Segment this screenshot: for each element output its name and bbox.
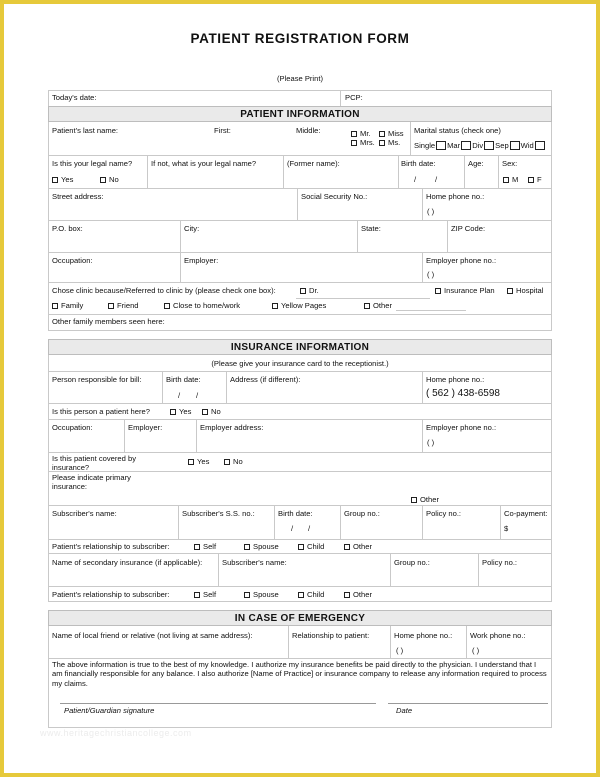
clinic-dr[interactable]: Dr. xyxy=(300,286,319,295)
first-name-field[interactable]: First: xyxy=(214,126,231,135)
emergency-work-phone-field[interactable]: Work phone no.: xyxy=(470,631,526,640)
emergency-work-phone-area: ( ) xyxy=(472,646,480,655)
checkbox-icon xyxy=(52,177,58,183)
checkbox-icon xyxy=(298,592,304,598)
rel-child[interactable]: Child xyxy=(298,542,324,551)
other-family-field[interactable]: Other family members seen here: xyxy=(52,317,165,326)
clinic-friend[interactable]: Friend xyxy=(108,301,139,310)
rel-other[interactable]: Other xyxy=(344,542,372,551)
title-mr[interactable]: Mr. xyxy=(351,129,371,138)
primary-insurance-field[interactable]: Please indicate primary insurance: xyxy=(52,473,131,491)
patient-here-question: Is this person a patient here? xyxy=(52,407,150,416)
marital-options[interactable]: Single Mar Div Sep Wid xyxy=(414,141,546,150)
copayment-field[interactable]: Co-payment: xyxy=(504,509,548,518)
checkbox-icon xyxy=(528,177,534,183)
former-name-field[interactable]: (Former name): xyxy=(287,159,340,168)
po-box-field[interactable]: P.O. box: xyxy=(52,224,83,233)
home-phone-area: ( ) xyxy=(427,207,435,216)
ssn-field[interactable]: Social Security No.: xyxy=(301,192,368,201)
covered-yes[interactable]: Yes xyxy=(188,457,209,466)
checkbox-icon xyxy=(244,592,250,598)
watermark: www.heritagechristiancollege.com xyxy=(40,728,192,738)
group-number-field[interactable]: Group no.: xyxy=(344,509,380,518)
last-name-field[interactable]: Patient's last name: xyxy=(52,126,119,135)
patient-here-yes[interactable]: Yes xyxy=(170,407,191,416)
checkbox-icon xyxy=(535,141,545,150)
patient-here-no[interactable]: No xyxy=(202,407,221,416)
date-label: Date xyxy=(396,706,413,715)
ins-employer-phone-field[interactable]: Employer phone no.: xyxy=(426,423,497,432)
covered-no[interactable]: No xyxy=(224,457,243,466)
state-field[interactable]: State: xyxy=(361,224,381,233)
pcp-field[interactable]: PCP: xyxy=(345,93,363,102)
checkbox-icon xyxy=(188,459,194,465)
subscriber-name-field[interactable]: Subscriber's name: xyxy=(52,509,117,518)
checkbox-icon xyxy=(344,544,350,550)
policy-number-field[interactable]: Policy no.: xyxy=(426,509,462,518)
checkbox-icon xyxy=(379,140,385,146)
employer-field[interactable]: Employer: xyxy=(184,256,219,265)
checkbox-icon xyxy=(100,177,106,183)
street-address-field[interactable]: Street address: xyxy=(52,192,104,201)
title-mrs[interactable]: Mrs. xyxy=(351,138,375,147)
legal-name-field[interactable]: If not, what is your legal name? xyxy=(151,159,257,168)
checkbox-icon xyxy=(484,141,494,150)
clinic-question: Chose clinic because/Referred to clinic by (please check one box): xyxy=(52,286,276,295)
employer-phone-field[interactable]: Employer phone no.: xyxy=(426,256,497,265)
copayment-dollar: $ xyxy=(504,524,509,533)
checkbox-icon xyxy=(108,303,114,309)
checkbox-icon xyxy=(351,140,357,146)
ins-home-phone-field[interactable]: Home phone no.: xyxy=(426,375,485,384)
checkbox-icon xyxy=(510,141,520,150)
ins-address-field[interactable]: Address (if different): xyxy=(230,375,301,384)
secondary-insurance-field[interactable]: Name of secondary insurance (if applicable): xyxy=(52,558,203,567)
rel-spouse[interactable]: Spouse xyxy=(244,542,279,551)
checkbox-icon xyxy=(170,409,176,415)
checkbox-icon xyxy=(436,141,446,150)
checkbox-icon xyxy=(351,131,357,137)
checkbox-icon xyxy=(435,288,441,294)
ins-birth-slash: / xyxy=(196,391,199,400)
checkbox-icon xyxy=(507,288,513,294)
secondary-group-field[interactable]: Group no.: xyxy=(394,558,430,567)
clinic-family[interactable]: Family xyxy=(52,301,83,310)
primary-insurance-other[interactable]: Other xyxy=(411,495,439,504)
occupation-field[interactable]: Occupation: xyxy=(52,256,93,265)
relationship-label-2: Patient's relationship to subscriber: xyxy=(52,590,170,599)
subscriber-ssn-field[interactable]: Subscriber's S.S. no.: xyxy=(182,509,255,518)
rel2-other[interactable]: Other xyxy=(344,590,372,599)
todays-date-field[interactable]: Today's date: xyxy=(52,93,97,102)
marital-status-label: Marital status (check one) xyxy=(414,126,501,135)
ins-home-phone-value[interactable]: ( 562 ) 438-6598 xyxy=(426,388,500,399)
checkbox-icon xyxy=(202,409,208,415)
checkbox-icon xyxy=(194,544,200,550)
signature-label: Patient/Guardian signature xyxy=(64,706,155,715)
title-miss[interactable]: Miss xyxy=(379,129,404,138)
covered-question: Is this patient covered by insurance? xyxy=(52,454,136,472)
patient-info-heading: PATIENT INFORMATION xyxy=(48,106,552,122)
legal-no[interactable]: No xyxy=(100,175,119,184)
clinic-hospital[interactable]: Hospital xyxy=(507,286,543,295)
checkbox-icon xyxy=(272,303,278,309)
clinic-yellow-pages[interactable]: Yellow Pages xyxy=(272,301,326,310)
legal-name-question: Is this your legal name? xyxy=(52,159,133,168)
authorization-statement: The above information is true to the best of my knowledge. I authorize my insurance benefits be paid directly to the physician. I understand that I am financially responsible for any balance. I also authorize [Name of Practice] or insurance company to release any information required to process my claims. xyxy=(52,660,547,688)
relationship-label: Patient's relationship to subscriber: xyxy=(52,542,170,551)
home-phone-field[interactable]: Home phone no.: xyxy=(426,192,485,201)
city-field[interactable]: City: xyxy=(184,224,200,233)
rel2-self[interactable]: Self xyxy=(194,590,216,599)
checkbox-icon xyxy=(52,303,58,309)
age-field[interactable]: Age: xyxy=(468,159,484,168)
insurance-info-heading: INSURANCE INFORMATION xyxy=(48,339,552,355)
rel2-child[interactable]: Child xyxy=(298,590,324,599)
checkbox-icon xyxy=(344,592,350,598)
checkbox-icon xyxy=(164,303,170,309)
middle-name-field[interactable]: Middle: xyxy=(296,126,321,135)
zip-field[interactable]: ZIP Code: xyxy=(451,224,486,233)
insurance-card-note: (Please give your insurance card to the receptionist.) xyxy=(211,359,389,368)
sex-male[interactable]: M xyxy=(503,175,518,184)
emergency-home-phone-field[interactable]: Home phone no.: xyxy=(394,631,453,640)
checkbox-icon xyxy=(411,497,417,503)
rel2-spouse[interactable]: Spouse xyxy=(244,590,279,599)
ins-employer-phone-area: ( ) xyxy=(427,438,435,447)
birth-date-slash: / xyxy=(414,175,417,184)
rel-self[interactable]: Self xyxy=(194,542,216,551)
checkbox-icon xyxy=(298,544,304,550)
clinic-insurance-plan[interactable]: Insurance Plan xyxy=(435,286,495,295)
secondary-policy-field[interactable]: Policy no.: xyxy=(482,558,518,567)
checkbox-icon xyxy=(379,131,385,137)
sub-birth-slash: / xyxy=(308,524,311,533)
ins-birth-date-field[interactable]: Birth date: xyxy=(166,375,201,384)
clinic-other[interactable]: Other xyxy=(364,301,392,310)
ins-employer-address-field[interactable]: Employer address: xyxy=(200,423,264,432)
emergency-relationship-field[interactable]: Relationship to patient: xyxy=(292,631,370,640)
checkbox-icon xyxy=(224,459,230,465)
checkbox-icon xyxy=(461,141,471,150)
form-title: PATIENT REGISTRATION FORM xyxy=(190,31,410,46)
ins-employer-field[interactable]: Employer: xyxy=(128,423,163,432)
sex-label: Sex: xyxy=(502,159,518,168)
checkbox-icon xyxy=(244,544,250,550)
birth-date-slash: / xyxy=(435,175,438,184)
registration-form-page xyxy=(4,4,596,773)
emergency-heading: IN CASE OF EMERGENCY xyxy=(48,610,552,626)
checkbox-icon xyxy=(503,177,509,183)
sex-female[interactable]: F xyxy=(528,175,542,184)
checkbox-icon xyxy=(194,592,200,598)
subscriber-birth-field[interactable]: Birth date: xyxy=(278,509,313,518)
legal-yes[interactable]: Yes xyxy=(52,175,73,184)
secondary-subscriber-field[interactable]: Subscriber's name: xyxy=(222,558,287,567)
emergency-contact-field[interactable]: Name of local friend or relative (not living at same address): xyxy=(52,631,253,640)
print-note: (Please Print) xyxy=(276,74,323,83)
checkbox-icon xyxy=(300,288,306,294)
responsible-party-field[interactable]: Person responsible for bill: xyxy=(52,375,142,384)
emergency-home-phone-area: ( ) xyxy=(396,646,404,655)
clinic-close[interactable]: Close to home/work xyxy=(164,301,240,310)
checkbox-icon xyxy=(364,303,370,309)
title-ms[interactable]: Ms. xyxy=(379,138,400,147)
ins-occupation-field[interactable]: Occupation: xyxy=(52,423,93,432)
ins-birth-slash: / xyxy=(178,391,181,400)
birth-date-field[interactable]: Birth date: xyxy=(401,159,436,168)
employer-phone-area: ( ) xyxy=(427,270,435,279)
sub-birth-slash: / xyxy=(291,524,294,533)
